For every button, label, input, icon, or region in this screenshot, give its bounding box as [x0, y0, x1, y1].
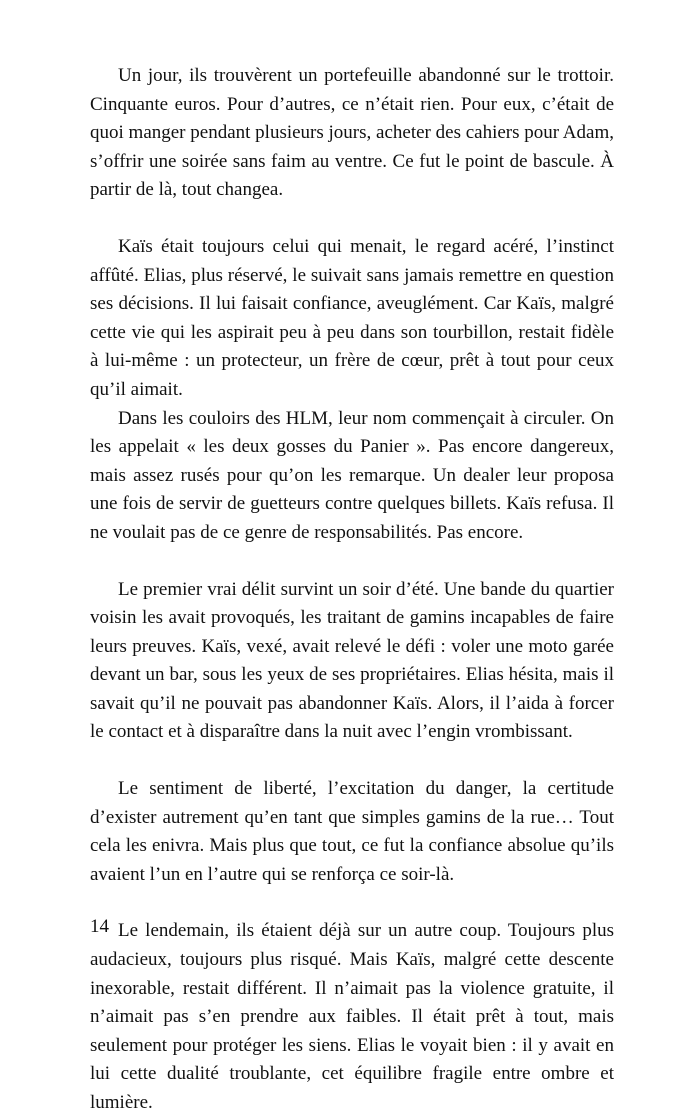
paragraph-1: Un jour, ils trouvèrent un portefeuille abandonné sur le trottoir. Cinquante euros. Pour d’autres, ce n’était rien. Pour eux, c’était de quoi manger pendant plusieurs jours, acheter des cahiers pour Adam, s’offrir une soirée sans faim au ventre. Ce fut le point de bascule. À partir de là, tout changea.	[90, 65, 614, 201]
page-number: 14	[90, 916, 109, 937]
body-text	[90, 62, 614, 1118]
paragraph-2: Kaïs était toujours celui qui menait, le regard acéré, l’instinct affûté. Elias, plus réservé, le suivait sans jamais remettre en question ses décisions. Il lui faisait confiance, aveuglément. Car Kaïs, malgré cette vie qui les aspirait peu à peu dans son tourbillon, restait fidèle à lui-même : un protecteur, un frère de cœur, prêt à tout pour ceux qu’il aimait.	[90, 235, 614, 400]
paragraph-4: Le premier vrai délit survint un soir d’été. Une bande du quartier voisin les avait provoqués, les traitant de gamins incapables de faire leurs preuves. Kaïs, vexé, avait relevé le défi : voler une moto garée devant un bar, sous les yeux de ses propriétaires. Elias hésita, mais il savait qu’il ne pouvait pas abandonner Kaïs. Alors, il l’aida à forcer le contact et à disparaître dans la nuit avec l’engin vrombissant.	[90, 578, 614, 743]
paragraph-6: Le lendemain, ils étaient déjà sur un autre coup. Toujours plus audacieux, toujours plus risqué. Mais Kaïs, malgré cette descente inexorable, restait différent. Il n’aimait pas la violence gratuite, il n’aimait pas s’en prendre aux faibles. Il était prêt à tout, mais seulement pour protéger les siens. Elias le voyait bien : il y avait en lui cette dualité troublante, cet équilibre fragile entre ombre et lumière.	[90, 920, 614, 1113]
paragraph-5: Le sentiment de liberté, l’excitation du danger, la certitude d’exister autrement qu’en tant que simples gamins de la rue… Tout cela les enivra. Mais plus que tout, ce fut la confiance absolue qu’ils avaient l’un en l’autre qui se renforça ce soir-là.	[90, 778, 614, 885]
paragraph-3: Dans les couloirs des HLM, leur nom commençait à circuler. On les appelait « les deux gosses du Panier ». Pas encore dangereux, mais assez rusés pour qu’on les remarque. Un dealer leur proposa une fois de servir de guetteurs contre quelques billets. Kaïs refusa. Il ne voulait pas de ce genre de responsabilités. Pas encore.	[90, 407, 614, 543]
